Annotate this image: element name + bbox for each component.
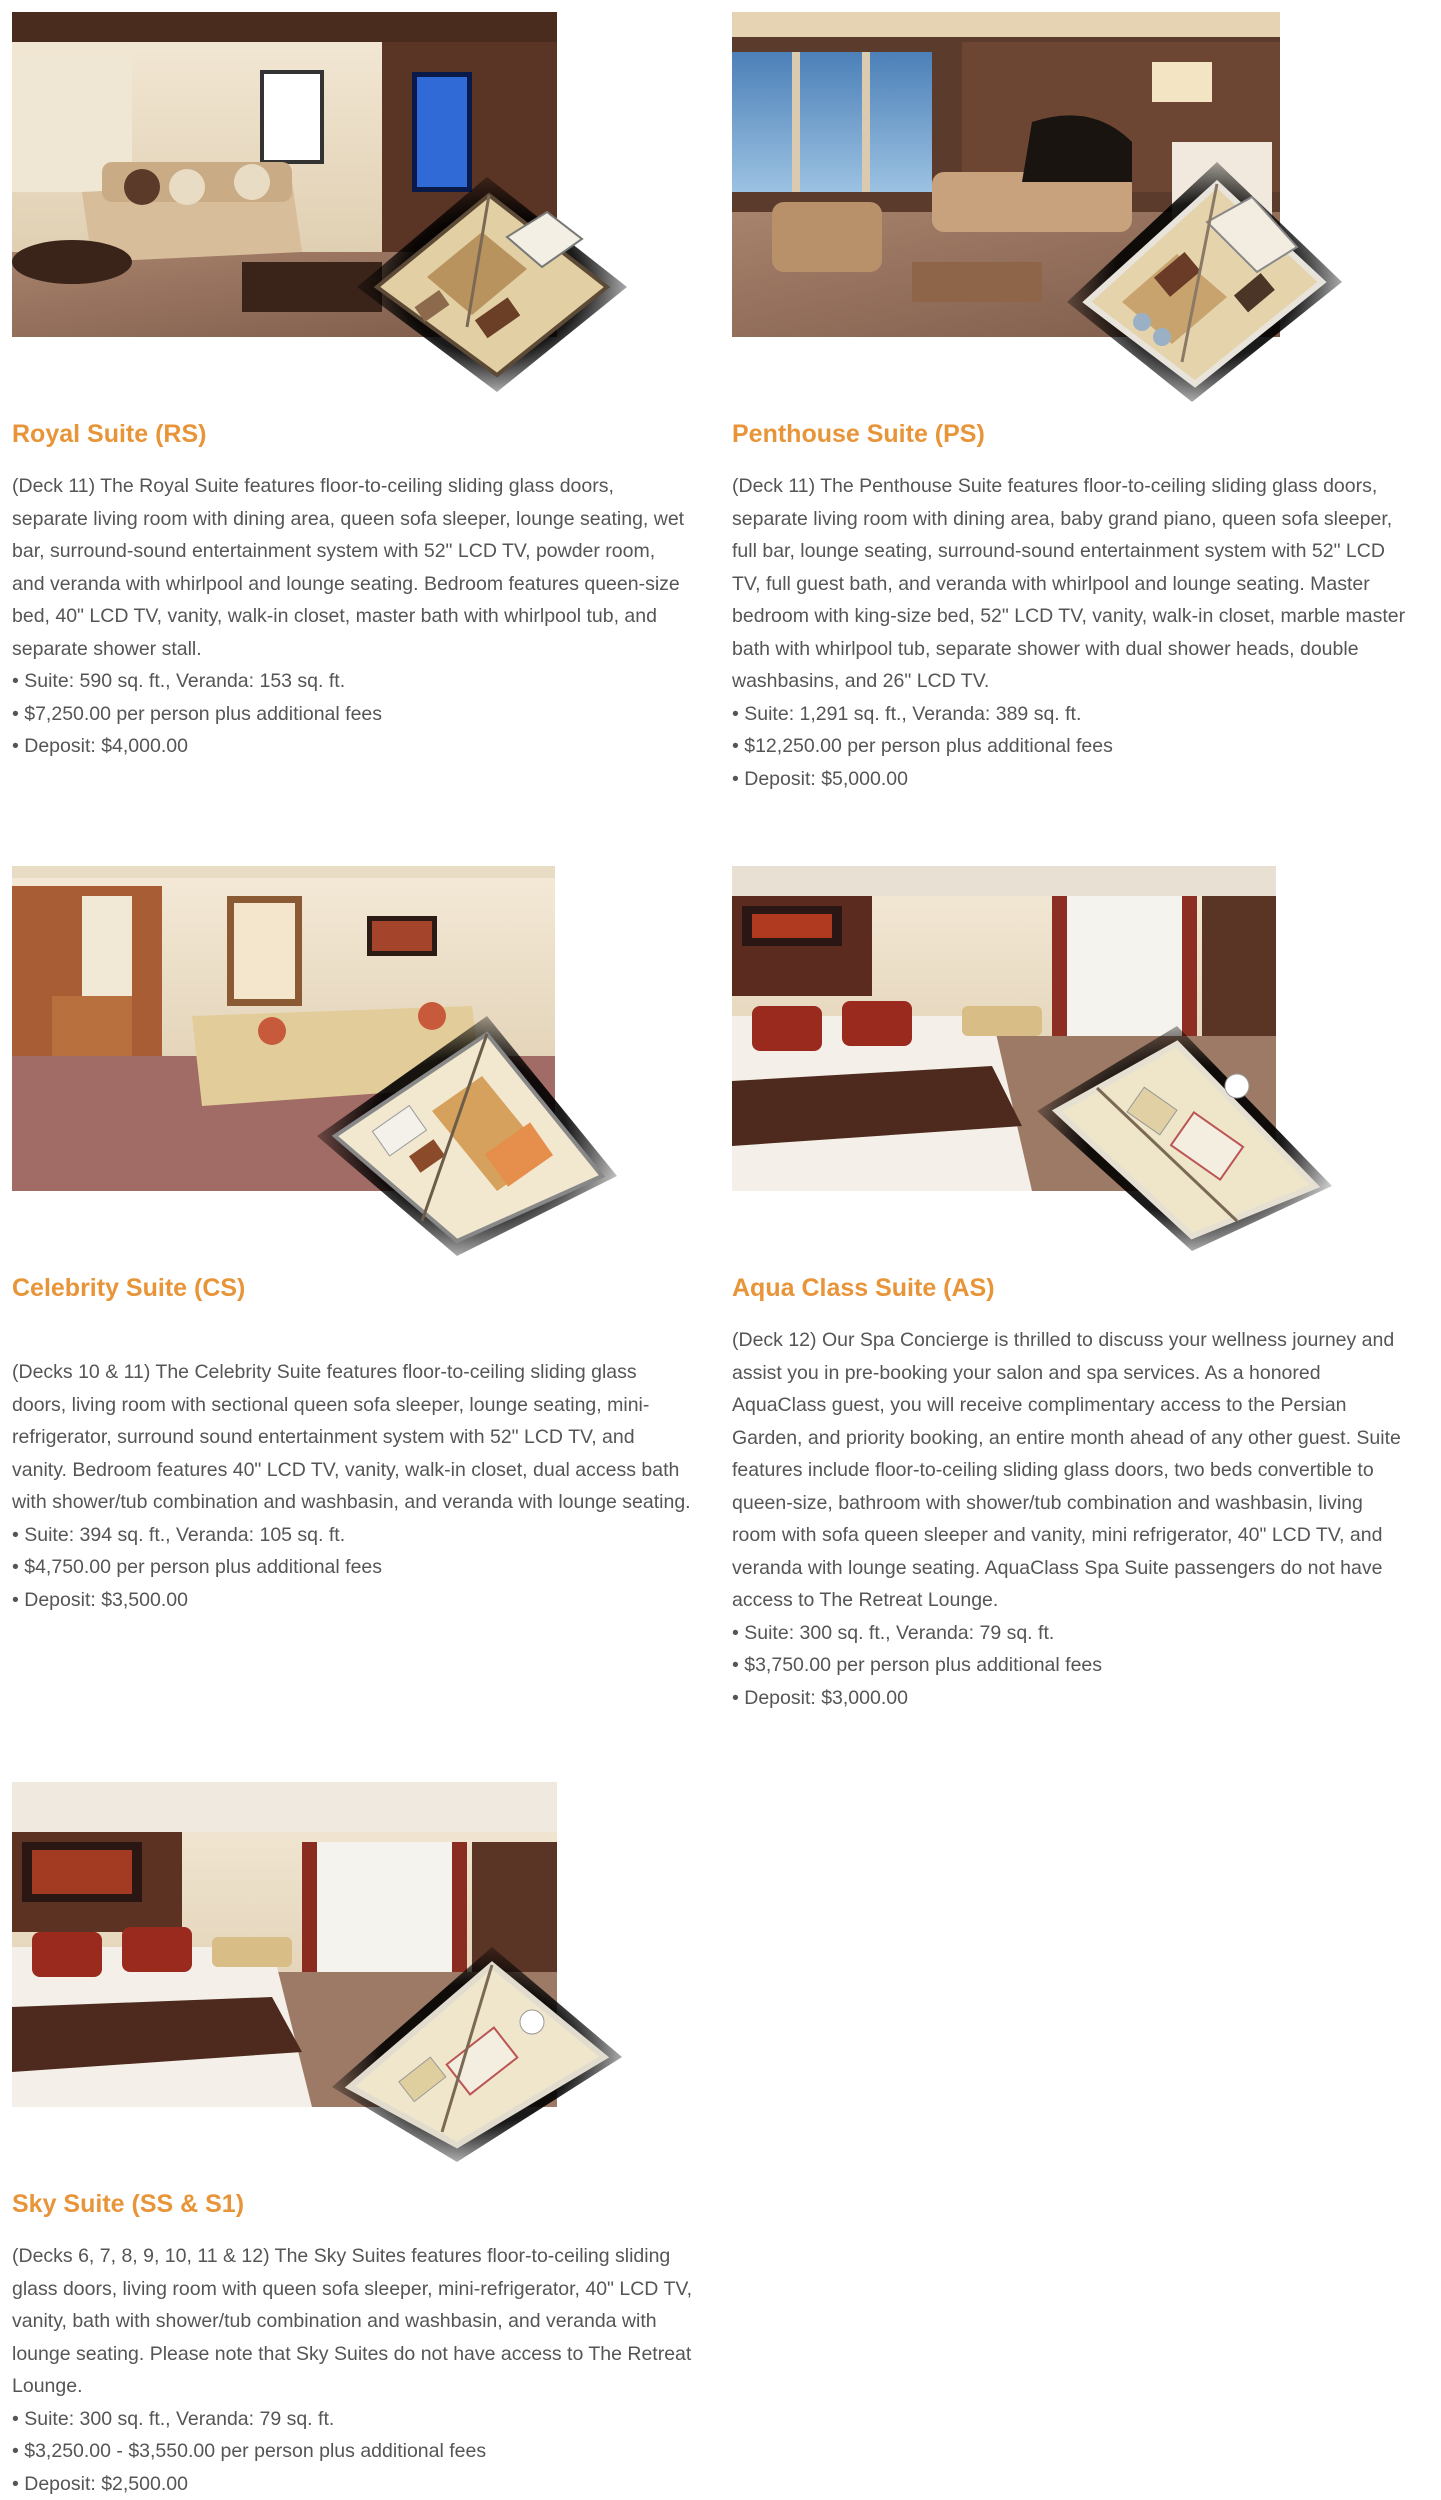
suite-deposit: • Deposit: $2,500.00 [12, 2468, 692, 2500]
suite-description: (Deck 11) The Royal Suite features floor-to-ceiling sliding glass doors, separate living room with dining area, queen sofa sleeper, lounge seating, wet bar, surround-sound entertainment system with 52" LCD TV, powder room, and veranda with whirlpool and lounge seating. Bedroom features queen-size bed, 40" LCD TV, vanity, walk-in closet, master bath with whirlpool tub, and separate shower stall. [12, 470, 692, 665]
floor-plan-image [332, 1947, 622, 2162]
suite-description: (Decks 6, 7, 8, 9, 10, 11 & 12) The Sky Suites features floor-to-ceiling sliding glass doors, living room with queen sofa sleeper, mini-refrigerator, 40" LCD TV, vanity, bath with shower/tub combination and washbasin, and veranda with lounge seating. Please note that Sky Suites do not have access to The Retreat Lounge. [12, 2240, 692, 2403]
suite-title: Aqua Class Suite (AS) [732, 1274, 995, 1303]
suite-price: • $3,250.00 - $3,550.00 per person plus additional fees [12, 2435, 692, 2468]
suite-title: Penthouse Suite (PS) [732, 420, 985, 449]
suite-deposit: • Deposit: $4,000.00 [12, 730, 692, 763]
suite-size: • Suite: 394 sq. ft., Veranda: 105 sq. ft. [12, 1519, 692, 1552]
suite-details [12, 1356, 692, 1616]
suite-image-group [732, 866, 1422, 1246]
suite-description: (Decks 10 & 11) The Celebrity Suite features floor-to-ceiling sliding glass doors, living room with sectional queen sofa sleeper, lounge seating, mini- refrigerator, surround sound entertainment system with 52" LCD TV, and vanity. Bedroom features 40" LCD TV, vanity, walk-in closet, dual access bath with shower/tub combination and washbasin, and veranda with lounge seating. [12, 1356, 692, 1519]
suite-details [732, 470, 1412, 795]
suite-card-penthouse [732, 12, 1422, 392]
suite-size: • Suite: 300 sq. ft., Veranda: 79 sq. ft. [732, 1617, 1412, 1650]
suite-price: • $3,750.00 per person plus additional fees [732, 1649, 1412, 1682]
suite-image-group [12, 12, 702, 392]
floor-plan-image [357, 177, 627, 392]
suite-details [732, 1324, 1412, 1714]
floor-plan-image [317, 1016, 617, 1256]
suite-title: Sky Suite (SS & S1) [12, 2190, 244, 2219]
suite-size: • Suite: 1,291 sq. ft., Veranda: 389 sq. ft. [732, 698, 1412, 731]
suite-card-royal [12, 12, 702, 392]
suite-details [12, 2240, 692, 2500]
suite-title: Royal Suite (RS) [12, 420, 206, 449]
suite-description: (Deck 11) The Penthouse Suite features floor-to-ceiling sliding glass doors, separate living room with dining area, baby grand piano, queen sofa sleeper, full bar, lounge seating, surround-sound entertainment system with 52" LCD TV, full guest bath, and veranda with whirlpool and lounge seating. Master bedroom with king-size bed, 52" LCD TV, vanity, walk-in closet, marble master bath with whirlpool tub, separate shower with dual shower heads, double washbasins, and 26" LCD TV. [732, 470, 1412, 698]
suite-deposit: • Deposit: $3,000.00 [732, 1682, 1412, 1715]
suite-image-group [12, 866, 702, 1246]
suite-deposit: • Deposit: $3,500.00 [12, 1584, 692, 1617]
floor-plan-image [1037, 1026, 1332, 1251]
suite-card-sky [12, 1782, 702, 2162]
suite-size: • Suite: 590 sq. ft., Veranda: 153 sq. ft. [12, 665, 692, 698]
suite-image-group [732, 12, 1422, 392]
suite-size: • Suite: 300 sq. ft., Veranda: 79 sq. ft. [12, 2403, 692, 2436]
suite-details [12, 470, 692, 763]
suite-title: Celebrity Suite (CS) [12, 1274, 245, 1303]
floor-plan-image [1067, 162, 1342, 402]
suite-price: • $7,250.00 per person plus additional fees [12, 698, 692, 731]
suite-image-group [12, 1782, 702, 2162]
suite-price: • $4,750.00 per person plus additional fees [12, 1551, 692, 1584]
suite-deposit: • Deposit: $5,000.00 [732, 763, 1412, 796]
suite-price: • $12,250.00 per person plus additional fees [732, 730, 1412, 763]
suite-card-celebrity [12, 866, 702, 1246]
suite-card-aqua-class [732, 866, 1422, 1246]
suite-description: (Deck 12) Our Spa Concierge is thrilled to discuss your wellness journey and assist you in pre-booking your salon and spa services. As a honored AquaClass guest, you will receive complimentary access to the Persian Garden, and priority booking, an entire month ahead of any other guest. Suite features include floor-to-ceiling sliding glass doors, two beds convertible to queen-size, bathroom with shower/tub combination and washbasin, living room with sofa queen sleeper and vanity, mini refrigerator, 40" LCD TV, and veranda with lounge seating. AquaClass Spa Suite passengers do not have access to The Retreat Lounge. [732, 1324, 1412, 1617]
